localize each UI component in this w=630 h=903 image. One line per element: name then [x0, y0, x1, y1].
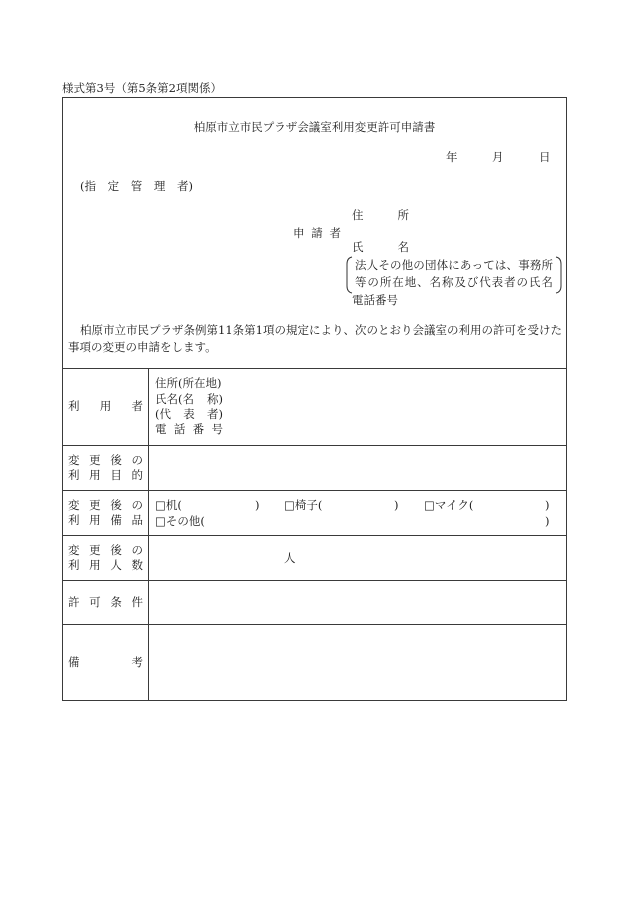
headcount-label-line-1-segment: 後	[110, 542, 122, 557]
applicant-label-segment: 申	[293, 226, 305, 240]
chair-checkbox: □	[284, 498, 295, 512]
corporate-note-line-1-segment: て	[483, 258, 495, 272]
remarks-label-segment: 考	[131, 654, 143, 669]
equipment-microphone	[424, 498, 473, 512]
row-purpose	[62, 445, 567, 490]
headcount-label-line-2-segment: 人	[110, 558, 122, 572]
purpose-label-line-1-segment: 更	[89, 452, 101, 467]
row-user-value-cell	[149, 369, 567, 445]
note-right-bracket	[555, 256, 563, 294]
microphone-label: マイク(	[434, 498, 474, 512]
corporate-note-line-2-segment: 名	[541, 275, 553, 289]
statement-line-1: 柏原市立市民プラザ条例第11条第1項の規定により、次のとおり会議室の利用の許可を受けた	[80, 323, 562, 337]
row-conditions-label-cell	[62, 581, 149, 624]
equipment-label-line-1	[68, 498, 143, 514]
addressee-designated-manager-segment: 管	[130, 179, 143, 193]
user-representative-field-label	[155, 407, 223, 422]
equipment-label-line-1-segment: 変	[68, 497, 80, 512]
applicant-name-label-segment: 名	[397, 240, 409, 254]
form-title: 柏原市立市民プラザ会議室利用変更許可申請書	[193, 120, 436, 134]
corporate-note-line-1-segment: 体	[436, 258, 449, 272]
row-remarks	[62, 624, 567, 700]
date-month-label: 月	[492, 150, 504, 164]
corporate-note-line-2-segment: 名	[429, 275, 442, 289]
corporate-note-line-2-segment: 所	[379, 275, 392, 289]
user-representative-field-label-segment: 表	[183, 407, 195, 421]
corporate-note-line-1-segment: 務	[529, 258, 542, 272]
date-day-label: 日	[539, 150, 551, 164]
user-address-field-label-segment: 住所(所在地)	[155, 376, 222, 391]
user-phone-field-label-segment: 番	[192, 422, 205, 437]
user-representative-field-label-segment: 者)	[207, 407, 223, 421]
date-year-label: 年	[446, 150, 458, 164]
other-checkbox: □	[155, 514, 166, 528]
addressee-designated-manager	[80, 179, 193, 193]
addressee-designated-manager-segment: 者)	[177, 179, 193, 193]
corporate-note-line-1-segment: っ	[471, 258, 484, 272]
corporate-note-line-1-segment: 法	[355, 258, 367, 272]
row-purpose-value-cell	[149, 446, 567, 490]
corporate-note-line-2-segment: 代	[479, 275, 491, 289]
user-phone-field-label-segment: 電	[155, 422, 167, 437]
equipment-label-line-2-segment: 利	[68, 513, 80, 527]
conditions-label-segment: 可	[89, 594, 101, 609]
desk-close-paren: )	[255, 498, 260, 512]
corporate-note-line-2-segment: び	[466, 275, 479, 289]
desk-label: 机(	[165, 498, 182, 512]
purpose-label-line-1-segment: 変	[68, 452, 80, 467]
chair-label: 椅子(	[294, 498, 323, 512]
purpose-label-line-2-segment: 目	[110, 468, 122, 482]
equipment-chair	[284, 498, 322, 512]
row-headcount-value-cell	[149, 536, 567, 580]
corporate-note-line-1-segment: 他	[401, 258, 414, 272]
desk-checkbox: □	[155, 498, 166, 512]
headcount-unit: 人	[284, 551, 296, 565]
headcount-label-line-2-segment: 用	[89, 558, 101, 572]
headcount-label-line-1-segment: 変	[68, 542, 80, 557]
row-user-label-cell	[62, 369, 149, 445]
addressee-designated-manager-segment: (指	[80, 179, 96, 193]
row-equipment-label-cell	[62, 491, 149, 535]
row-equipment	[62, 490, 567, 535]
remarks-label-segment: 備	[68, 654, 80, 669]
corporate-note-line-2-segment: の	[367, 275, 379, 289]
remarks-label	[68, 655, 143, 671]
corporate-note-line-2-segment: 等	[355, 275, 367, 289]
statement-line-2: 事項の変更の申請をします。	[68, 340, 217, 354]
purpose-label-line-1	[68, 453, 143, 469]
applicant-name-label	[352, 240, 409, 254]
microphone-close-paren: )	[545, 498, 550, 512]
user-label-segment: 者	[131, 399, 143, 414]
chair-close-paren: )	[394, 498, 399, 512]
row-equipment-value-cell	[149, 491, 567, 535]
applicant-address-label-segment: 所	[397, 208, 409, 222]
other-label: その他(	[165, 514, 205, 528]
headcount-label-line-2-segment: 数	[131, 558, 143, 572]
headcount-label-line-1	[68, 543, 143, 559]
applicant-address-label	[352, 208, 409, 222]
addressee-designated-manager-segment: 理	[153, 179, 166, 193]
conditions-label-segment: 許	[68, 594, 80, 609]
equipment-label-line-2-segment: 用	[89, 513, 101, 527]
applicant-address-label-segment: 住	[352, 208, 364, 222]
equipment-label-line-1-segment: 更	[89, 497, 101, 512]
corporate-note-line-2-segment: 及	[454, 275, 466, 289]
equipment-label-line-2	[68, 513, 143, 529]
user-representative-field-label-segment: (代	[155, 407, 171, 421]
equipment-label-line-1-segment: 後	[110, 497, 122, 512]
applicant-label-segment: 者	[329, 226, 341, 240]
corporate-note-line-2-segment: 氏	[528, 275, 541, 289]
headcount-label-line-2-segment: 利	[68, 558, 80, 572]
addressee-designated-manager-segment: 定	[107, 179, 120, 193]
applicant-name-label-segment: 氏	[352, 240, 364, 254]
applicant-label	[293, 226, 341, 240]
conditions-label-segment: 条	[110, 594, 122, 609]
corporate-note-line-1-segment: の	[389, 258, 402, 272]
user-name-field-label-segment: 氏名(名	[155, 391, 194, 406]
note-left-bracket	[345, 256, 353, 294]
equipment-label-line-2-segment: 品	[131, 513, 143, 527]
corporate-note-line-2-segment: の	[516, 275, 528, 289]
purpose-label-line-1-segment: の	[131, 452, 143, 467]
equipment-label-line-1-segment: の	[131, 497, 143, 512]
user-label-segment: 利	[68, 399, 80, 414]
corporate-note-line-2-segment: 称	[441, 275, 454, 289]
purpose-label-line-2-segment: 利	[68, 468, 80, 482]
other-close-paren: )	[545, 514, 550, 528]
corporate-note	[355, 257, 553, 291]
equipment-label-line-2-segment: 備	[110, 513, 122, 527]
equipment-other	[155, 514, 205, 528]
user-name-field-label	[155, 392, 223, 407]
corporate-note-line-1-segment: 団	[424, 258, 437, 272]
applicant-label-segment: 請	[311, 226, 323, 240]
corporate-note-line-1-segment: 、	[506, 258, 519, 272]
row-headcount	[62, 535, 567, 580]
user-phone-field-label	[155, 422, 223, 437]
purpose-label-line-2-segment: 用	[89, 468, 101, 482]
corporate-note-line-2-segment: 地	[404, 275, 417, 289]
row-conditions-value-cell	[149, 581, 567, 624]
user-fields	[155, 369, 223, 445]
corporate-note-line-1	[355, 257, 553, 274]
row-user	[62, 368, 567, 445]
user-name-field-label-segment: 称)	[207, 391, 223, 406]
corporate-note-line-2-segment: 、	[417, 275, 429, 289]
headcount-label-line-2	[68, 558, 143, 574]
purpose-label-line-1-segment: 後	[110, 452, 122, 467]
equipment-desk	[155, 498, 182, 512]
user-address-field-label	[155, 376, 223, 391]
corporate-note-line-1-segment: あ	[459, 258, 472, 272]
corporate-note-line-1-segment: 事	[518, 258, 530, 272]
corporate-note-line-1-segment: 人	[366, 258, 379, 272]
corporate-note-line-2-segment: 在	[392, 275, 404, 289]
corporate-note-line-1-segment: 所	[541, 258, 553, 272]
user-phone-field-label-segment: 号	[211, 422, 223, 437]
purpose-label-line-2	[68, 468, 143, 484]
corporate-note-line-1-segment: の	[413, 258, 425, 272]
row-headcount-label-cell	[62, 536, 149, 580]
corporate-note-line-2-segment: 表	[491, 275, 504, 289]
row-conditions	[62, 580, 567, 624]
headcount-label-line-1-segment: の	[131, 542, 143, 557]
user-label-segment: 用	[99, 399, 112, 414]
corporate-note-line-1-segment: そ	[378, 258, 390, 272]
corporate-note-line-1-segment: に	[448, 258, 460, 272]
conditions-label	[68, 595, 143, 611]
corporate-note-line-1-segment: は	[494, 258, 507, 272]
corporate-note-line-2-segment: 者	[504, 275, 516, 289]
microphone-checkbox: □	[424, 498, 435, 512]
corporate-note-line-2	[355, 274, 553, 291]
row-remarks-label-cell	[62, 625, 149, 700]
form-number: 様式第3号（第5条第2項関係）	[62, 81, 222, 95]
row-purpose-label-cell	[62, 446, 149, 490]
headcount-label-line-1-segment: 更	[89, 542, 101, 557]
purpose-label-line-2-segment: 的	[131, 468, 143, 482]
row-remarks-value-cell	[149, 625, 567, 700]
user-label	[68, 399, 143, 415]
applicant-phone-label: 電話番号	[352, 293, 398, 307]
conditions-label-segment: 件	[131, 594, 143, 609]
user-phone-field-label-segment: 話	[173, 422, 186, 437]
